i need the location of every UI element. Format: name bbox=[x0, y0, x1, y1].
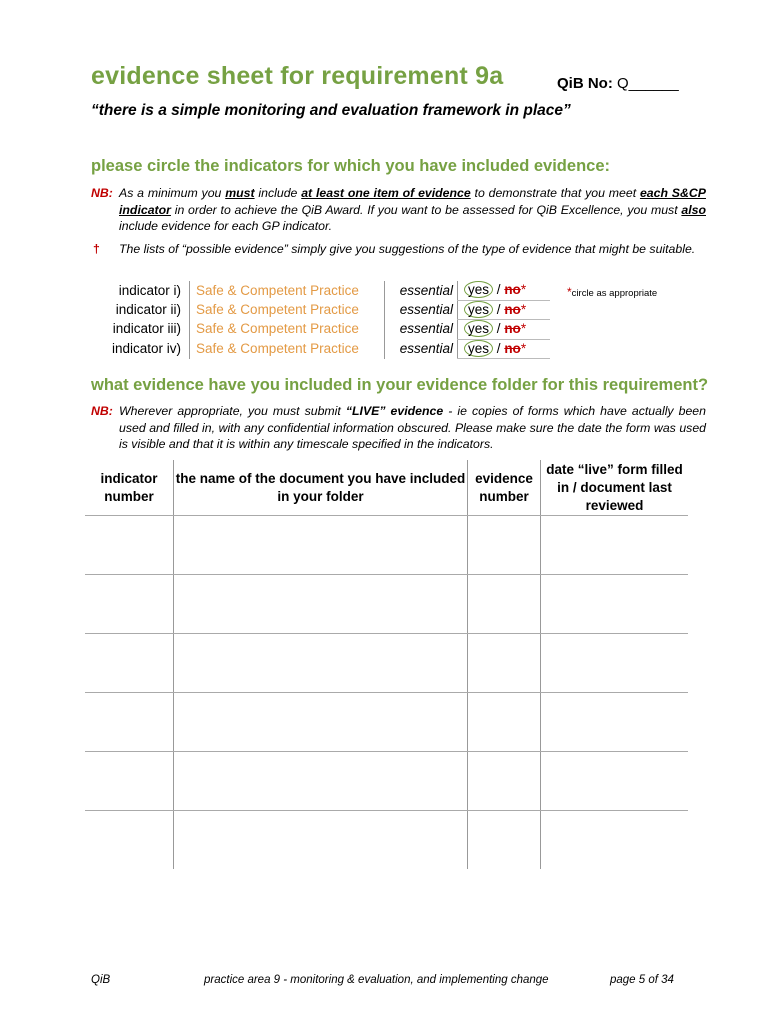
indicator-name: indicator iv) bbox=[112, 340, 182, 356]
table-cell[interactable] bbox=[541, 634, 688, 692]
choice-star: * bbox=[520, 321, 527, 337]
dagger-symbol: † bbox=[93, 242, 100, 256]
requirement-quote: “there is a simple monitoring and evaluation framework in place” bbox=[91, 102, 571, 119]
nb-text-2: Wherever appropriate, you must submit “LIVE” evidence - ie copies of forms which have actually been used and filled in, with any confidential information obscured. Please make sure the date the form was used is visible and that it is within any timescale specified in the indicators. bbox=[119, 404, 706, 451]
circle-note-star: * bbox=[567, 285, 572, 299]
yes-option[interactable]: yes bbox=[464, 301, 493, 318]
indicator-level: essential bbox=[385, 300, 458, 320]
table-cell[interactable] bbox=[174, 634, 467, 692]
choice-star: * bbox=[520, 340, 527, 356]
nb-text: As a minimum you must include at least one item of evidence to demonstrate that you meet each S&CP indicator in order to achieve the QiB Award. If you want to be assessed for QiB Excellence, you must also include evidence for each GP indicator. bbox=[119, 186, 706, 233]
table-cell[interactable] bbox=[541, 516, 688, 574]
table-cell[interactable] bbox=[541, 693, 688, 751]
yes-option[interactable]: yes bbox=[464, 281, 493, 298]
no-option[interactable]: no bbox=[504, 282, 521, 298]
circle-note-text: circle as appropriate bbox=[571, 288, 658, 299]
indicator-choice bbox=[458, 300, 551, 320]
indicator-name: indicator ii) bbox=[115, 301, 182, 317]
table-cell[interactable] bbox=[541, 575, 688, 633]
header-date-live: date “live” form filled in / document last reviewed bbox=[546, 461, 683, 513]
indicator-choice bbox=[458, 320, 551, 340]
table-cell[interactable] bbox=[85, 693, 173, 751]
header-evidence-number: evidence number bbox=[475, 470, 533, 504]
table-cell[interactable] bbox=[468, 811, 540, 869]
header-indicator-number: indicator number bbox=[100, 470, 158, 504]
indicator-practice: Safe & Competent Practice bbox=[190, 339, 385, 359]
choice-separator: / bbox=[493, 282, 505, 298]
dagger-note bbox=[91, 241, 706, 258]
table-cell[interactable] bbox=[174, 811, 467, 869]
footer-left: QiB bbox=[91, 974, 111, 986]
qib-label: QiB No: bbox=[557, 75, 613, 92]
evidence-table bbox=[85, 460, 688, 870]
table-cell[interactable] bbox=[468, 634, 540, 692]
indicator-level: essential bbox=[385, 281, 458, 300]
table-cell[interactable] bbox=[85, 811, 173, 869]
table-cell[interactable] bbox=[468, 693, 540, 751]
nb-note-2 bbox=[91, 403, 706, 453]
choice-star: * bbox=[520, 282, 527, 298]
table-cell[interactable] bbox=[174, 693, 467, 751]
indicator-row bbox=[106, 300, 550, 320]
header-document-name: the name of the document you have included in your folder bbox=[175, 470, 466, 504]
footer-page-number: page 5 of 34 bbox=[610, 974, 674, 986]
no-option[interactable]: no bbox=[504, 321, 521, 337]
indicator-practice: Safe & Competent Practice bbox=[190, 320, 385, 340]
page-title: evidence sheet for requirement 9a bbox=[91, 62, 504, 90]
table-cell[interactable] bbox=[174, 516, 467, 574]
nb-label-2: NB: bbox=[91, 404, 113, 418]
table-cell[interactable] bbox=[85, 516, 173, 574]
indicator-table bbox=[106, 281, 550, 359]
choice-separator: / bbox=[493, 340, 505, 356]
indicator-practice: Safe & Competent Practice bbox=[190, 300, 385, 320]
table-cell[interactable] bbox=[468, 575, 540, 633]
indicator-row bbox=[106, 320, 550, 340]
choice-star: * bbox=[520, 301, 527, 317]
section1-heading: please circle the indicators for which you have included evidence: bbox=[91, 157, 610, 175]
indicator-choice bbox=[458, 281, 551, 300]
table-cell[interactable] bbox=[85, 575, 173, 633]
indicator-row bbox=[106, 339, 550, 359]
footer-center: practice area 9 - monitoring & evaluation, and implementing change bbox=[204, 974, 549, 986]
table-cell[interactable] bbox=[541, 752, 688, 810]
dagger-text: The lists of “possible evidence” simply give you suggestions of the type of evidence that might be suitable. bbox=[119, 242, 696, 256]
indicator-name: indicator i) bbox=[118, 282, 182, 298]
indicator-row bbox=[106, 281, 550, 300]
table-cell[interactable] bbox=[174, 575, 467, 633]
yes-option[interactable]: yes bbox=[464, 340, 493, 357]
indicator-level: essential bbox=[385, 320, 458, 340]
indicator-practice: Safe & Competent Practice bbox=[190, 281, 385, 300]
indicator-name: indicator iii) bbox=[112, 321, 182, 337]
table-cell[interactable] bbox=[85, 752, 173, 810]
circle-note bbox=[567, 285, 657, 299]
table-cell[interactable] bbox=[468, 516, 540, 574]
table-cell[interactable] bbox=[174, 752, 467, 810]
table-cell[interactable] bbox=[541, 811, 688, 869]
no-option[interactable]: no bbox=[504, 301, 521, 317]
section2-heading: what evidence have you included in your evidence folder for this requirement? bbox=[91, 376, 709, 394]
yes-option[interactable]: yes bbox=[464, 320, 493, 337]
nb-note-1 bbox=[91, 185, 706, 235]
qib-number bbox=[557, 75, 679, 92]
qib-value: Q______ bbox=[617, 75, 679, 92]
indicator-level: essential bbox=[385, 339, 458, 359]
indicator-choice bbox=[458, 339, 551, 359]
no-option[interactable]: no bbox=[504, 340, 521, 356]
table-cell[interactable] bbox=[85, 634, 173, 692]
choice-separator: / bbox=[493, 301, 505, 317]
choice-separator: / bbox=[493, 321, 505, 337]
table-cell[interactable] bbox=[468, 752, 540, 810]
nb-label: NB: bbox=[91, 186, 113, 200]
